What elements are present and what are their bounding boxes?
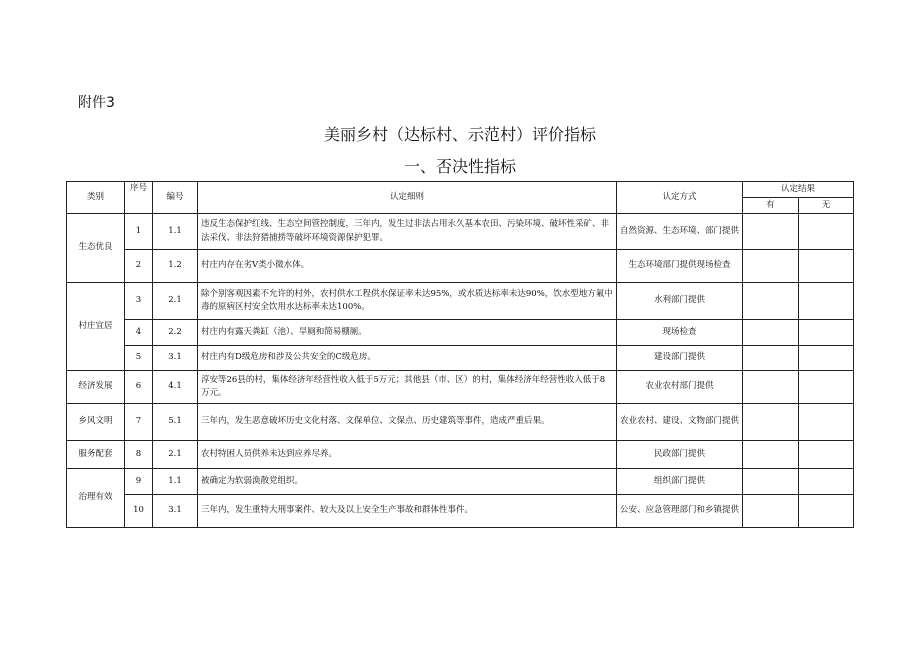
method-cell: 民政部门提供 xyxy=(617,441,743,469)
detail-cell: 村庄内存在劣V类小微水体。 xyxy=(198,250,617,283)
code-cell: 3.1 xyxy=(153,346,198,371)
table-row xyxy=(67,283,854,320)
code-cell: 1.1 xyxy=(153,469,198,495)
code-cell: 4.1 xyxy=(153,371,198,404)
header-yes: 有 xyxy=(743,198,799,214)
category-cell: 生态优良 xyxy=(67,214,125,283)
header-method: 认定方式 xyxy=(617,182,743,214)
code-cell: 1.2 xyxy=(153,250,198,283)
seq-cell: 9 xyxy=(125,469,153,495)
method-cell: 农业农村、建设、文物部门提供 xyxy=(617,404,743,441)
method-cell: 现场检查 xyxy=(617,320,743,346)
table-row xyxy=(67,320,854,346)
code-cell: 3.1 xyxy=(153,495,198,528)
result-no-cell[interactable] xyxy=(799,469,854,495)
result-yes-cell[interactable] xyxy=(743,283,799,320)
header-code: 编号 xyxy=(153,182,198,214)
detail-cell: 淳安等26县的村，集体经济年经营性收入低于5万元；其他县（市、区）的村，集体经济年经营性收入低于8万元。 xyxy=(198,371,617,404)
header-seq: 序号 xyxy=(125,182,153,214)
code-cell: 1.1 xyxy=(153,214,198,250)
method-cell: 农业农村部门提供 xyxy=(617,371,743,404)
result-yes-cell[interactable] xyxy=(743,320,799,346)
result-no-cell[interactable] xyxy=(799,250,854,283)
table-row xyxy=(67,250,854,283)
method-cell: 组织部门提供 xyxy=(617,469,743,495)
result-yes-cell[interactable] xyxy=(743,404,799,441)
result-yes-cell[interactable] xyxy=(743,346,799,371)
table-row xyxy=(67,441,854,469)
method-cell: 建设部门提供 xyxy=(617,346,743,371)
result-no-cell[interactable] xyxy=(799,495,854,528)
result-no-cell[interactable] xyxy=(799,371,854,404)
method-cell: 公安、应急管理部门和乡镇提供 xyxy=(617,495,743,528)
detail-cell: 被确定为软弱涣散党组织。 xyxy=(198,469,617,495)
result-no-cell[interactable] xyxy=(799,346,854,371)
result-no-cell[interactable] xyxy=(799,441,854,469)
result-no-cell[interactable] xyxy=(799,320,854,346)
detail-cell: 农村特困人员供养未达到应养尽养。 xyxy=(198,441,617,469)
seq-cell: 1 xyxy=(125,214,153,250)
result-no-cell[interactable] xyxy=(799,283,854,320)
method-cell: 自然资源、生态环境、部门提供 xyxy=(617,214,743,250)
result-yes-cell[interactable] xyxy=(743,441,799,469)
detail-cell: 三年内，发生重特大刑事案件、较大及以上安全生产事故和群体性事件。 xyxy=(198,495,617,528)
detail-cell: 除个别客观因素不允许的村外，农村供水工程供水保证率未达95%，或水质达标率未达90%，饮水型地方氟中毒的原病区村安全饮用水达标率未达100%。 xyxy=(198,283,617,320)
result-no-cell[interactable] xyxy=(799,404,854,441)
table-row xyxy=(67,495,854,528)
result-yes-cell[interactable] xyxy=(743,250,799,283)
seq-cell: 4 xyxy=(125,320,153,346)
seq-cell: 5 xyxy=(125,346,153,371)
header-category: 类别 xyxy=(67,182,125,214)
code-cell: 5.1 xyxy=(153,404,198,441)
seq-cell: 3 xyxy=(125,283,153,320)
result-yes-cell[interactable] xyxy=(743,495,799,528)
seq-cell: 10 xyxy=(125,495,153,528)
veto-indicator-table xyxy=(66,181,854,528)
code-cell: 2.1 xyxy=(153,441,198,469)
detail-cell: 三年内，发生恶意破坏历史文化村落、文保单位、文保点、历史建筑等事件，造成严重后果。 xyxy=(198,404,617,441)
category-cell: 经济发展 xyxy=(67,371,125,404)
table-row xyxy=(67,371,854,404)
header-no: 无 xyxy=(799,198,854,214)
method-cell: 水利部门提供 xyxy=(617,283,743,320)
code-cell: 2.2 xyxy=(153,320,198,346)
detail-cell: 违反生态保护红线、生态空间管控制度，三年内，发生过非法占用永久基本农田、污染环境、破坏性采矿、非法采伐、非法狩猎捕捞等破坏环境资源保护犯罪。 xyxy=(198,214,617,250)
document-title: 美丽乡村（达标村、示范村）评价指标 xyxy=(323,125,596,144)
result-no-cell[interactable] xyxy=(799,214,854,250)
category-cell: 服务配套 xyxy=(67,441,125,469)
section-subtitle: 一、否决性指标 xyxy=(403,157,516,176)
header-result: 认定结果 xyxy=(743,182,854,198)
seq-cell: 8 xyxy=(125,441,153,469)
result-yes-cell[interactable] xyxy=(743,371,799,404)
seq-cell: 6 xyxy=(125,371,153,404)
table-row xyxy=(67,469,854,495)
table-row xyxy=(67,404,854,441)
result-yes-cell[interactable] xyxy=(743,469,799,495)
attachment-label: 附件3 xyxy=(78,95,115,111)
detail-cell: 村庄内有露天粪缸（池）、旱厕和简易棚厕。 xyxy=(198,320,617,346)
header-detail: 认定细则 xyxy=(198,182,617,214)
code-cell: 2.1 xyxy=(153,283,198,320)
category-cell: 治理有效 xyxy=(67,469,125,528)
category-cell: 村庄宜居 xyxy=(67,283,125,371)
method-cell: 生态环境部门提供现场检查 xyxy=(617,250,743,283)
table-row xyxy=(67,214,854,250)
category-cell: 乡风文明 xyxy=(67,404,125,441)
table-row xyxy=(67,346,854,371)
seq-cell: 2 xyxy=(125,250,153,283)
result-yes-cell[interactable] xyxy=(743,214,799,250)
seq-cell: 7 xyxy=(125,404,153,441)
detail-cell: 村庄内有D级危房和涉及公共安全的C级危房。 xyxy=(198,346,617,371)
